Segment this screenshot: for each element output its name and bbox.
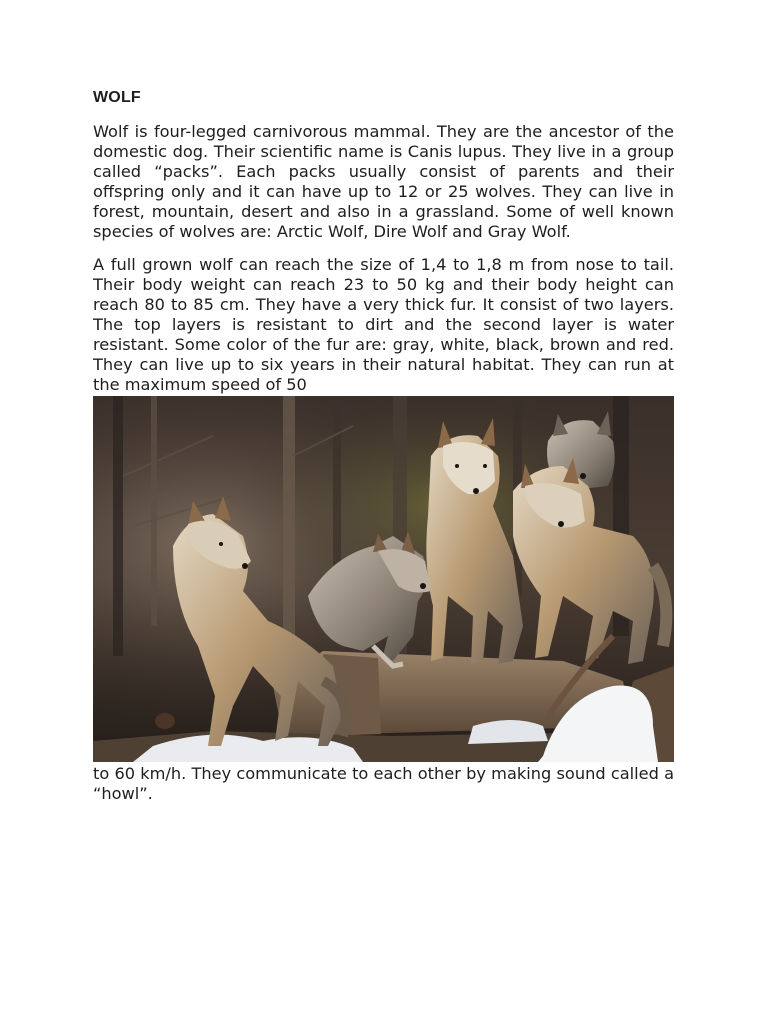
page-title: WOLF <box>93 89 141 106</box>
paragraph-intro: Wolf is four-legged carnivorous mammal. They are the ancestor of the domestic dog. Their scientific name is Canis lupus. They live in a group called “packs”. Each packs usually consist of parents and their offspring only and it can have up to 12 or 25 wolves. They can live in forest, mountain, desert and also in a grassland. Some of well known species of wolves are: Arctic Wolf, Dire Wolf and Gray Wolf. <box>93 122 674 241</box>
document-page <box>93 88 674 818</box>
wolf-pack-photo <box>93 396 674 762</box>
paragraph-continuation: to 60 km/h. They communicate to each other by making sound called a “howl”. <box>93 763 674 803</box>
paragraph-physical: A full grown wolf can reach the size of 1,4 to 1,8 m from nose to tail. Their body weight can reach 23 to 50 kg and their body height can reach 80 to 85 cm. They have a very thick fur. It consist of two layers. The top layers is resistant to dirt and the second layer is water resistant. Some color of the fur are: gray, white, black, brown and red. They can live up to six years in their natural habitat. They can run at the maximum speed of 50 <box>93 255 674 394</box>
